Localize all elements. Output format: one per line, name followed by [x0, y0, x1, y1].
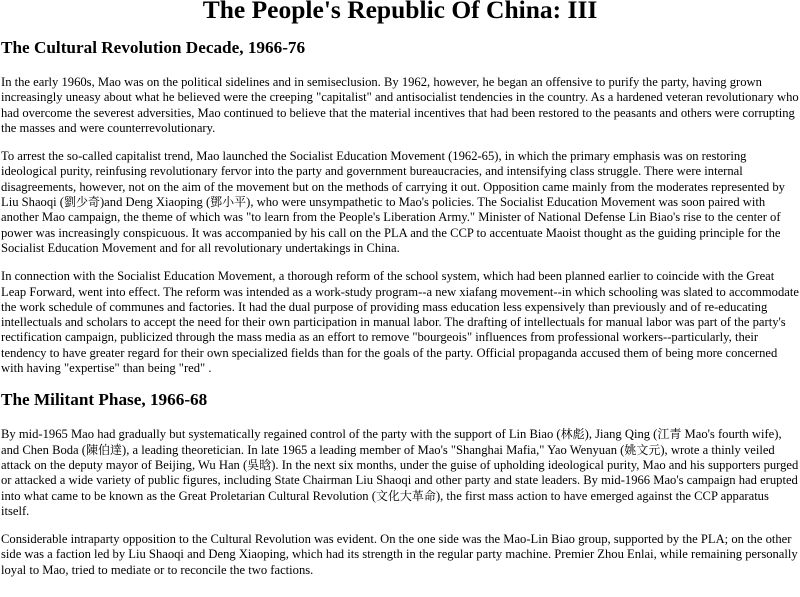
paragraph: [1, 427, 799, 519]
paragraph-text: )and Deng Xiaoping (: [99, 195, 211, 210]
paragraph: [1, 75, 799, 136]
paragraph: [1, 532, 799, 578]
paragraph-text: ), a leading theoretician. In late 1965 a leading member of Mao's "Shanghai Mafia," Yao Wenyuan (: [122, 442, 625, 457]
chinese-name: 陳伯達: [86, 442, 123, 457]
chinese-name: 劉少奇: [63, 195, 100, 210]
paragraph-text: ), the first mass action to have emerged against the CCP apparatus itself.: [1, 488, 769, 518]
chinese-name: 吳晗: [247, 457, 272, 472]
paragraph-text: Mao's fourth wife), and Chen Boda (: [1, 427, 782, 457]
paragraph-text: In the early 1960s, Mao was on the political sidelines and in semiseclusion. By 1962, however, he began an offensive to purify the party, having grown increasingly uneasy about what he believed were the creeping "capitalist" and antisocialist tendencies in the country. As a hardened veteran revolutionary who had overcome the severest adversities, Mao continued to believe that the material incentives that had been restored to the peasants and others were corrupting the masses and were counterrevolutionary.: [1, 75, 799, 135]
paragraph-text: ), wrote a thinly veiled attack on the deputy mayor of Beijing, Wu Han (: [1, 442, 775, 472]
chinese-name: 鄧小平: [210, 195, 247, 210]
paragraph-text: ), who were unsympathetic to Mao's policies. The Socialist Education Movement was soon paired with another Mao campaign, the theme of which was "to learn from the People's Liberation Army." Minister of National Defense Lin Biao's rise to the center of power was increasingly conspicuous. It was accompanied by his call on the PLA and the CCP to accentuate Maoist thought as the guiding principle for the Socialist Education Movement and for all revolutionary undertakings in China.: [1, 195, 781, 255]
section-heading-cultural-revolution: The Cultural Revolution Decade, 1966-76: [1, 38, 306, 57]
chinese-name: 文化大革命: [375, 488, 436, 503]
paragraph-text: Considerable intraparty opposition to the Cultural Revolution was evident. On the one side was the Mao-Lin Biao group, supported by the PLA; on the other side was a faction led by Liu Shaoqi and Deng Xiaoping, which had its strength in the regular party machine. Premier Zhou Enlai, while remaining personally loyal to Mao, tried to mediate or to reconcile the two factions.: [1, 532, 798, 577]
paragraph-text: ), Jiang Qing (: [584, 427, 658, 442]
chinese-name: 林彪: [560, 427, 585, 442]
paragraph-text: ). In the next six months, under the guise of upholding ideological purity, Mao and his supporters purged or attacked a wide variety of public figures, including State Chairman Liu Shaoqi and other party and state leaders. By mid-1966 Mao's campaign had erupted into what came to be known as the Great Proletarian Cultural Revolution (: [1, 457, 799, 503]
chinese-name: 江青: [657, 427, 682, 442]
paragraph: [1, 269, 799, 376]
paragraph: [1, 149, 799, 256]
chinese-name: 姚文元: [624, 442, 661, 457]
page-title: The People's Republic Of China: III: [202, 0, 598, 24]
paragraph-text: By mid-1965 Mao had gradually but systematically regained control of the party with the support of Lin Biao (: [1, 427, 561, 442]
paragraph-text: In connection with the Socialist Education Movement, a thorough reform of the school system, which had been planned earlier to coincide with the Great Leap Forward, went into effect. The reform was intended as a work-study program--a new xiafang movement--in which schooling was slated to accommodate the work schedule of communes and factories. It had the dual purpose of providing mass education less expensively than previously and of re-educating intellectuals and scholars to accept the need for their own participation in manual labor. The drafting of intellectuals for manual labor was part of the party's rectification campaign, publicized through the mass media as an effort to remove "bourgeois" influences from professional workers--particularly, their tendency to have greater regard for their own specialized fields than for the goals of the party. Official propaganda accused them of being more concerned with having "expertise" than being "red" .: [1, 269, 799, 376]
paragraph-text: To arrest the so-called capitalist trend, Mao launched the Socialist Education Movement (1962-65), in which the primary emphasis was on restoring ideological purity, reinfusing revolutionary fervor into the party and government bureaucracies, and intensifying class struggle. There were internal disagreements, however, not on the aim of the movement but on the methods of carrying it out. Opposition came mainly from the moderates represented by Liu Shaoqi (: [1, 149, 785, 210]
section-heading-militant-phase: The Militant Phase, 1966-68: [1, 390, 208, 410]
